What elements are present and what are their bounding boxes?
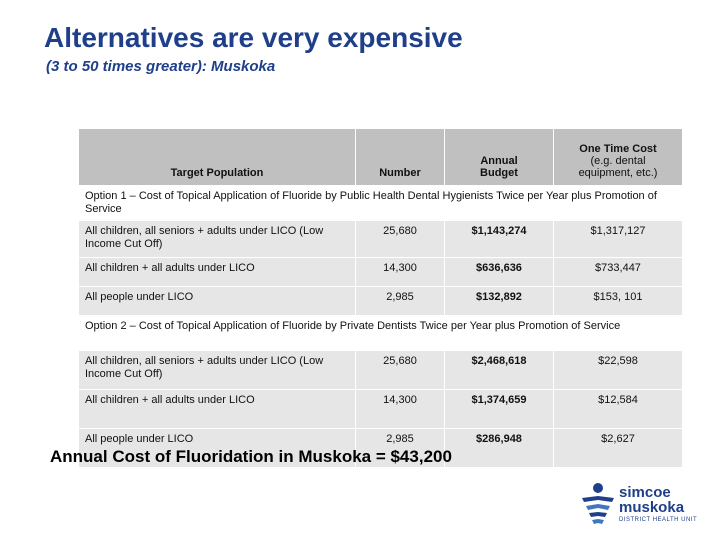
table-row — [79, 287, 683, 316]
header-number-label: Number — [379, 167, 421, 179]
cell-budget: $1,374,659 — [445, 390, 554, 429]
cell-number: 25,680 — [356, 351, 445, 390]
annual-cost-statement: Annual Cost of Fluoridation in Muskoka = $43,200 — [50, 447, 452, 466]
header-budget-line2: Budget — [480, 167, 518, 179]
option-2-row — [79, 316, 683, 351]
header-annual-budget — [445, 129, 554, 186]
cell-target: All children + all adults under LICO — [79, 258, 356, 287]
option-1-title: Option 1 – Cost of Topical Application of Fluoride by Public Health Dental Hygienists Twice per Year plus Promotion of Service — [79, 186, 683, 221]
header-budget-line1: Annual — [480, 155, 518, 167]
cell-target: All people under LICO — [79, 429, 356, 468]
header-onetime-line1: One Time Cost — [579, 143, 657, 155]
table-row — [79, 221, 683, 258]
cell-onetime: $153, 101 — [554, 287, 683, 316]
cell-budget: $636,636 — [445, 258, 554, 287]
header-onetime-line3: equipment, etc.) — [578, 167, 658, 179]
header-number — [356, 129, 445, 186]
header-onetime-line2: (e.g. dental — [590, 155, 646, 167]
cell-number: 25,680 — [356, 221, 445, 258]
header-target-population — [79, 129, 356, 186]
page-title: Alternatives are very expensive — [44, 22, 463, 53]
logo-line-2: muskoka — [619, 499, 685, 516]
cell-budget: $286,948 — [445, 429, 554, 468]
cell-target: All people under LICO — [79, 287, 356, 316]
cell-onetime: $733,447 — [554, 258, 683, 287]
logo-line-3: DISTRICT HEALTH UNIT — [619, 517, 698, 523]
cell-onetime: $2,627 — [554, 429, 683, 468]
cell-budget: $132,892 — [445, 287, 554, 316]
cell-number: 14,300 — [356, 258, 445, 287]
logo-figure-icon — [578, 482, 618, 532]
cell-onetime: $22,598 — [554, 351, 683, 390]
cost-table — [78, 128, 683, 468]
table-header-row — [79, 129, 683, 186]
cell-target: All children, all seniors + adults under LICO (Low Income Cut Off) — [79, 351, 356, 390]
table-row — [79, 390, 683, 429]
table-row — [79, 258, 683, 287]
logo-line-1: simcoe — [619, 484, 671, 501]
cell-number: 2,985 — [356, 287, 445, 316]
table-row — [79, 351, 683, 390]
header-target-label: Target Population — [170, 167, 264, 179]
cell-number: 2,985 — [356, 429, 445, 468]
cell-target: All children, all seniors + adults under LICO (Low Income Cut Off) — [79, 221, 356, 258]
header-one-time-cost — [554, 129, 683, 186]
organization-logo — [578, 482, 710, 532]
option-1-row — [79, 186, 683, 221]
page-subtitle: (3 to 50 times greater): Muskoka — [46, 58, 276, 75]
cell-budget: $1,143,274 — [445, 221, 554, 258]
option-2-title: Option 2 – Cost of Topical Application of Fluoride by Private Dentists Twice per Year plus Promotion of Service — [79, 316, 683, 351]
cell-target: All children + all adults under LICO — [79, 390, 356, 429]
cell-onetime: $1,317,127 — [554, 221, 683, 258]
cell-budget: $2,468,618 — [445, 351, 554, 390]
cell-onetime: $12,584 — [554, 390, 683, 429]
cell-number: 14,300 — [356, 390, 445, 429]
